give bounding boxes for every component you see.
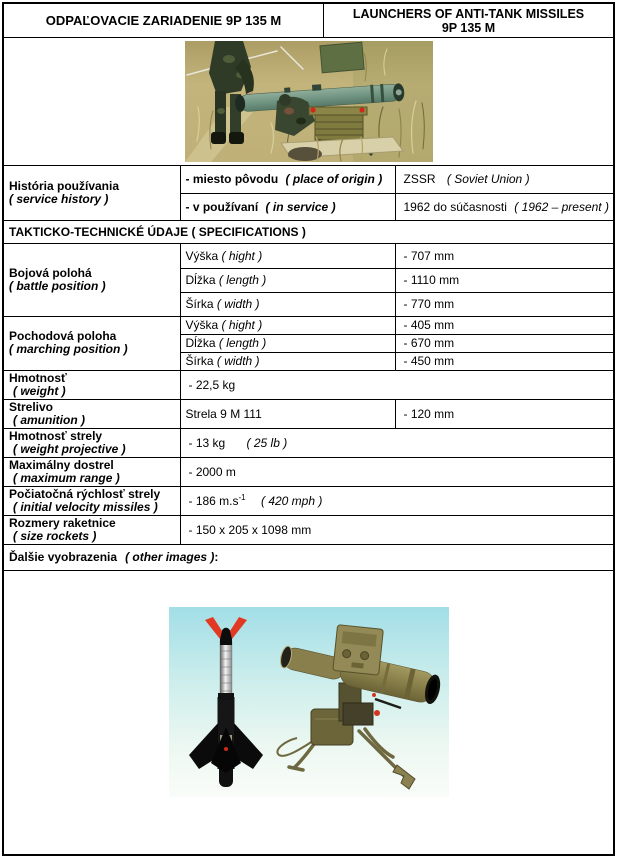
param-cell bbox=[180, 244, 395, 268]
param-text-en: ( in service ) bbox=[265, 199, 336, 214]
marching-label: Pochodová poloha bbox=[9, 329, 117, 343]
param-text: - miesto pôvodu bbox=[185, 172, 279, 187]
header-title-english-line2: 9P 135 M bbox=[441, 20, 496, 35]
history-table bbox=[4, 166, 613, 220]
row-max-range bbox=[4, 457, 613, 486]
header-title-english bbox=[324, 4, 613, 37]
value-text: - 150 x 205 x 1098 mm bbox=[188, 522, 312, 537]
value-text: - 13 kg bbox=[188, 435, 226, 450]
value-text: - 405 mm bbox=[403, 318, 455, 332]
value-cell bbox=[395, 316, 613, 334]
other-images-colon: : bbox=[214, 550, 219, 564]
value-text: Strela 9 M 111 bbox=[185, 406, 262, 421]
value-text: 1962 do súčasnosti bbox=[403, 199, 507, 214]
header-row bbox=[4, 4, 613, 38]
other-images-row bbox=[4, 545, 613, 571]
value-text: - 707 mm bbox=[403, 248, 455, 263]
initial-velocity-label-en: ( initial velocity missiles ) bbox=[13, 499, 158, 514]
rocket-size-label-en: ( size rockets ) bbox=[13, 528, 97, 543]
row-marching-height bbox=[4, 316, 613, 334]
param-text-en: ( width ) bbox=[216, 297, 260, 311]
row-initial-velocity bbox=[4, 486, 613, 515]
value-text-en: ( 1962 – present ) bbox=[514, 199, 609, 214]
projectile-weight-label: Hmotnosť strely bbox=[9, 428, 103, 443]
ammunition-label-cell bbox=[4, 399, 180, 428]
param-cell bbox=[180, 316, 395, 334]
value-cell bbox=[180, 370, 613, 399]
history-section bbox=[4, 166, 613, 221]
max-range-label-en: ( maximum range ) bbox=[13, 470, 120, 485]
value-cell bbox=[395, 166, 613, 193]
initial-velocity-label-cell bbox=[4, 486, 180, 515]
other-images-cell bbox=[4, 571, 613, 855]
param-text-en: ( hight ) bbox=[221, 318, 263, 332]
value-cell-2 bbox=[395, 399, 613, 428]
param-cell bbox=[180, 292, 395, 316]
value-cell bbox=[180, 428, 613, 457]
weight-label: Hmotnosť bbox=[9, 370, 67, 385]
value-cell bbox=[395, 334, 613, 352]
param-text: - v používaní bbox=[185, 199, 259, 214]
specifications-title: TAKTICKO-TECHNICKÉ ÚDAJE ( SPECIFICATIONS ) bbox=[4, 221, 613, 244]
row-weight bbox=[4, 370, 613, 399]
battle-label: Bojová polohá bbox=[9, 265, 92, 280]
row-ammunition bbox=[4, 399, 613, 428]
ammunition-label-en: ( amunition ) bbox=[13, 412, 85, 427]
value-text: - 450 mm bbox=[403, 354, 455, 368]
value-text-en: ( Soviet Union ) bbox=[446, 172, 530, 187]
value-cell bbox=[180, 486, 613, 515]
spec-sheet-document bbox=[2, 2, 615, 856]
value-text: - 1110 mm bbox=[403, 273, 460, 287]
max-range-label: Maximálny dostrel bbox=[9, 457, 114, 472]
rocket-size-label-cell bbox=[4, 515, 180, 544]
initial-velocity-label: Počiatočná rýchlosť strely bbox=[9, 486, 161, 501]
header-title-slovak: ODPAĽOVACIE ZARIADENIE 9P 135 M bbox=[4, 4, 324, 37]
marching-label-cell bbox=[4, 316, 180, 370]
history-label-cell bbox=[4, 166, 180, 220]
param-text-en: ( width ) bbox=[216, 354, 260, 368]
specifications-table bbox=[4, 244, 613, 544]
header-title-english-line1: LAUNCHERS OF ANTI-TANK MISSILES bbox=[352, 6, 585, 21]
ammunition-label: Strelivo bbox=[9, 399, 54, 414]
row-battle-height bbox=[4, 244, 613, 268]
field-photo-row bbox=[4, 38, 613, 166]
specifications-section bbox=[4, 244, 613, 545]
weight-label-cell bbox=[4, 370, 180, 399]
history-label-en: ( service history ) bbox=[9, 192, 109, 206]
projectile-weight-label-en: ( weight projective ) bbox=[13, 441, 126, 456]
param-text: Šírka bbox=[185, 354, 214, 368]
value-text: - 186 m.s bbox=[188, 493, 239, 508]
value-text: - 770 mm bbox=[403, 297, 455, 311]
param-text: Dĺžka bbox=[185, 336, 216, 350]
value-text-en: ( 420 mph ) bbox=[260, 493, 323, 508]
max-range-label-cell bbox=[4, 457, 180, 486]
param-text: Výška bbox=[185, 248, 219, 263]
param-cell bbox=[180, 268, 395, 292]
param-text-en: ( length ) bbox=[218, 273, 267, 287]
value-cell bbox=[180, 515, 613, 544]
value-text: - 22,5 kg bbox=[188, 377, 236, 392]
value-cell bbox=[395, 193, 613, 220]
value-text-en: ( 25 lb ) bbox=[246, 435, 288, 450]
value-text: ZSSR bbox=[403, 172, 436, 187]
marching-label-en: ( marching position ) bbox=[9, 342, 128, 356]
value-cell bbox=[180, 457, 613, 486]
row-projectile-weight bbox=[4, 428, 613, 457]
param-text: Šírka bbox=[185, 297, 214, 311]
history-label: História používania bbox=[9, 179, 120, 193]
rocket-size-label: Rozmery raketnice bbox=[9, 515, 116, 530]
param-cell bbox=[180, 193, 395, 220]
value-cell bbox=[395, 268, 613, 292]
battle-label-en: ( battle position ) bbox=[9, 278, 106, 293]
param-text-en: ( place of origin ) bbox=[285, 172, 383, 187]
row-rocket-size bbox=[4, 515, 613, 544]
row-place-of-origin bbox=[4, 166, 613, 193]
value-cell bbox=[395, 292, 613, 316]
value-cell bbox=[395, 352, 613, 370]
value-cell bbox=[395, 244, 613, 268]
projectile-weight-label-cell bbox=[4, 428, 180, 457]
param-cell bbox=[180, 334, 395, 352]
other-images-label-en: ( other images ) bbox=[125, 550, 215, 564]
value-superscript: -1 bbox=[238, 492, 246, 502]
value-cell bbox=[180, 399, 395, 428]
value-text: - 2000 m bbox=[188, 464, 236, 479]
weight-label-en: ( weight ) bbox=[13, 383, 66, 398]
param-text-en: ( hight ) bbox=[221, 248, 263, 263]
value-text: - 670 mm bbox=[403, 336, 455, 350]
param-cell bbox=[180, 166, 395, 193]
param-text-en: ( length ) bbox=[218, 336, 267, 350]
other-images-label: Ďalšie vyobrazenia bbox=[9, 550, 118, 564]
param-cell bbox=[180, 352, 395, 370]
value-text: - 120 mm bbox=[403, 406, 455, 421]
missile-and-tripod-launcher-photo bbox=[169, 607, 449, 797]
param-text: Výška bbox=[185, 318, 219, 332]
param-text: Dĺžka bbox=[185, 273, 216, 287]
launcher-field-photo bbox=[185, 41, 433, 162]
battle-label-cell bbox=[4, 244, 180, 316]
